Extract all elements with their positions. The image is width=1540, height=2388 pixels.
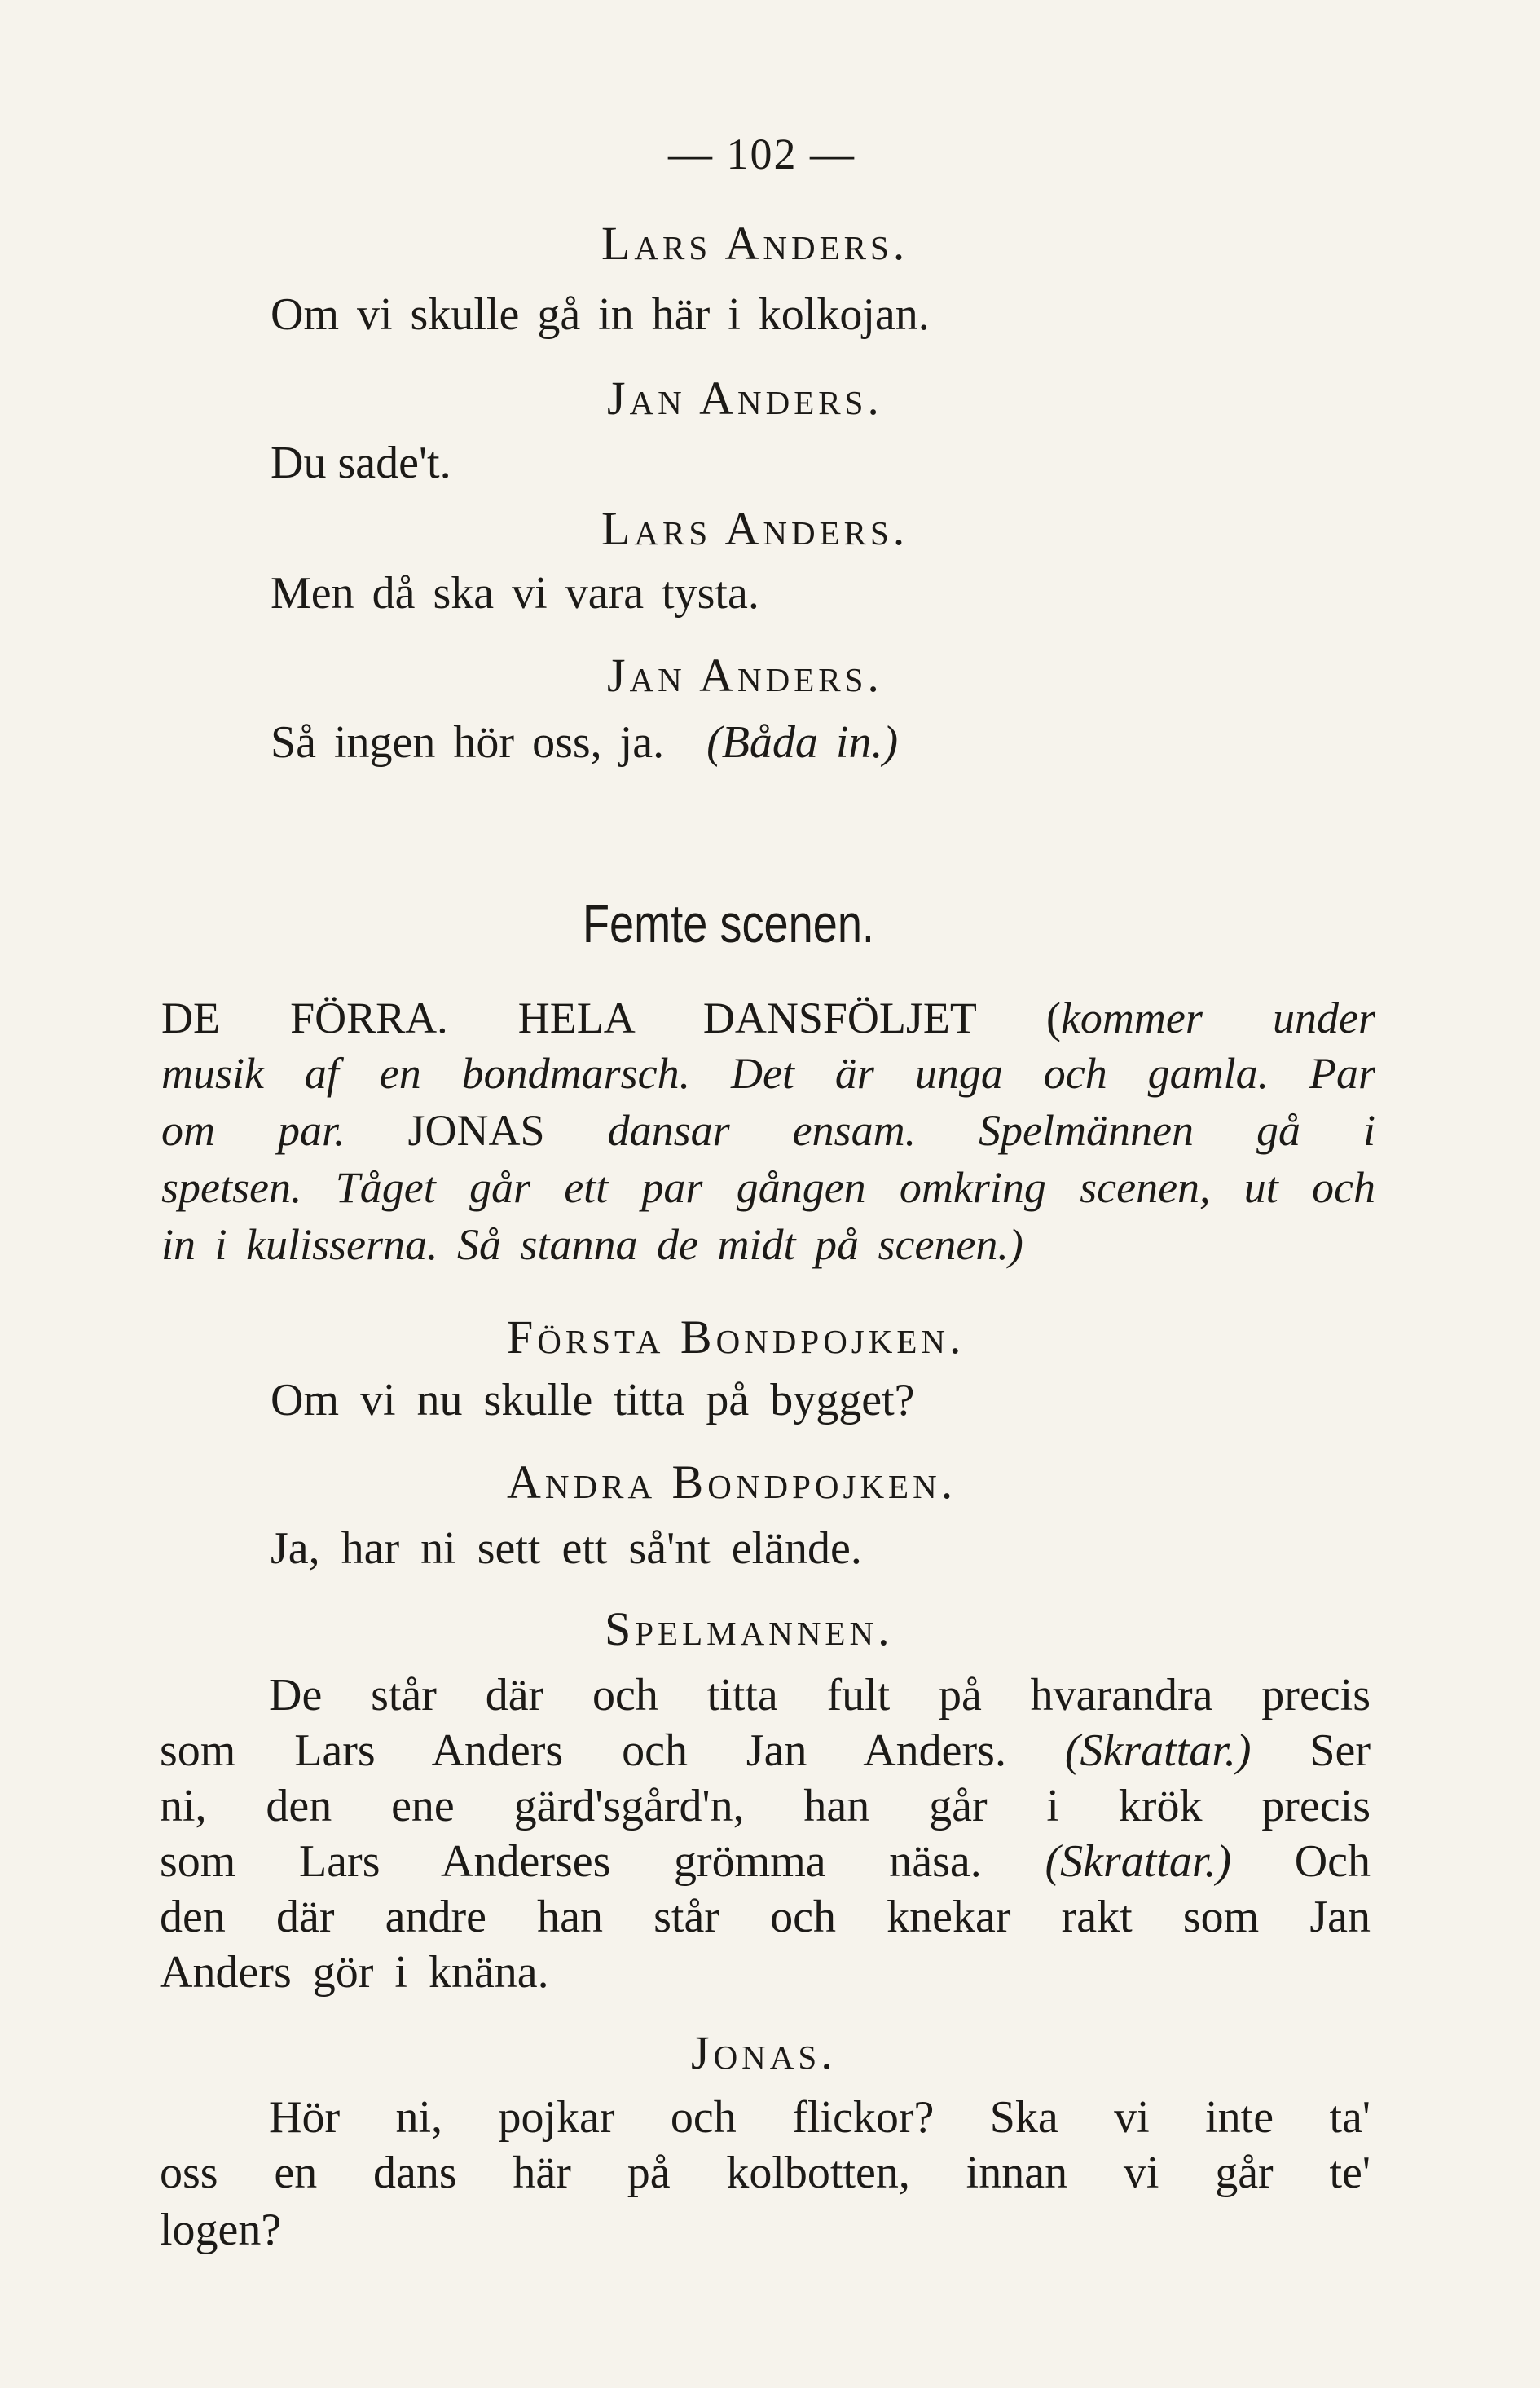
stage-text: om par. JONAS dansar ensam. Spelmännen gå i: [161, 1106, 1375, 1155]
stage-direction-line: [161, 1106, 1375, 1155]
dialogue-line: [160, 1783, 1371, 1829]
dialogue-line: Om vi skulle gå in här i kolkojan.: [271, 289, 930, 340]
stage-direction-line: [161, 1049, 1375, 1098]
stage-direction: (Skrattar.): [1045, 1836, 1232, 1887]
stage-direction-line: [161, 1163, 1375, 1212]
dialogue-line: [269, 2092, 1371, 2143]
dialogue-line: [160, 1836, 1371, 1887]
page-number: — 102 —: [668, 130, 856, 178]
speaker-forsta-bondpojken: Första Bondpojken.: [507, 1311, 966, 1364]
dialogue-line: Men då ska vi vara tysta.: [271, 568, 759, 619]
speaker-lars-anders: Lars Anders.: [601, 502, 909, 555]
dialogue-text: som Lars Anders och Jan Anders. (Skrattar.) Ser: [160, 1725, 1371, 1776]
dialogue-line: [271, 717, 899, 768]
stage-text: DE FÖRRA. HELA DANSFÖLJET (kommer under: [161, 994, 1375, 1042]
stage-text: in i kulisserna. Så stanna de midt på scenen.): [161, 1220, 1023, 1269]
stage-text: musik af en bondmarsch. Det är unga och gamla. Par: [161, 1049, 1375, 1098]
speaker-andra-bondpojken: Andra Bondpojken.: [507, 1456, 957, 1509]
dialogue-text: oss en dans här på kolbotten, innan vi går te': [160, 2148, 1371, 2198]
dialogue-line: Anders gör i knäna.: [160, 1947, 549, 1998]
dialogue-line: [160, 2150, 1371, 2196]
scene-heading: Femte scenen.: [583, 893, 874, 954]
dialogue-line: logen?: [160, 2205, 282, 2255]
dialogue-text: De står där och titta fult på hvarandra precis: [269, 1670, 1371, 1721]
dialogue-line: [160, 1725, 1371, 1776]
dialogue-text: Så ingen hör oss, ja.: [271, 717, 665, 768]
dialogue-text: Hör ni, pojkar och flickor? Ska vi inte ta': [269, 2092, 1371, 2143]
dialogue-line: [269, 1670, 1371, 1721]
dialogue-line: Om vi nu skulle titta på bygget?: [271, 1375, 915, 1425]
speaker-spelmannen: Spelmannen.: [605, 1602, 894, 1655]
speaker-jonas: Jonas.: [691, 2026, 837, 2079]
dialogue-text: som Lars Anderses grömma näsa. (Skrattar.) Och: [160, 1836, 1371, 1887]
speaker-jan-anders: Jan Anders.: [607, 649, 883, 702]
dialogue-line: Du sade't.: [271, 438, 451, 488]
stage-direction: (Båda in.): [706, 717, 899, 768]
stage-direction-line: [161, 1220, 1023, 1269]
stage-text: spetsen. Tåget går ett par gången omkring scenen, ut och: [161, 1163, 1375, 1212]
dialogue-text: den där andre han står och knekar rakt som Jan: [160, 1892, 1371, 1942]
speaker-lars-anders: Lars Anders.: [601, 217, 909, 270]
dialogue-line: Ja, har ni sett ett så'nt elände.: [271, 1523, 862, 1574]
stage-direction: (Skrattar.): [1064, 1725, 1252, 1776]
speaker-jan-anders: Jan Anders.: [607, 372, 883, 425]
dialogue-text: ni, den ene gärd'sgård'n, han går i krök precis: [160, 1781, 1371, 1831]
dialogue-line: [160, 1894, 1371, 1940]
stage-direction-line: [161, 996, 1375, 1040]
